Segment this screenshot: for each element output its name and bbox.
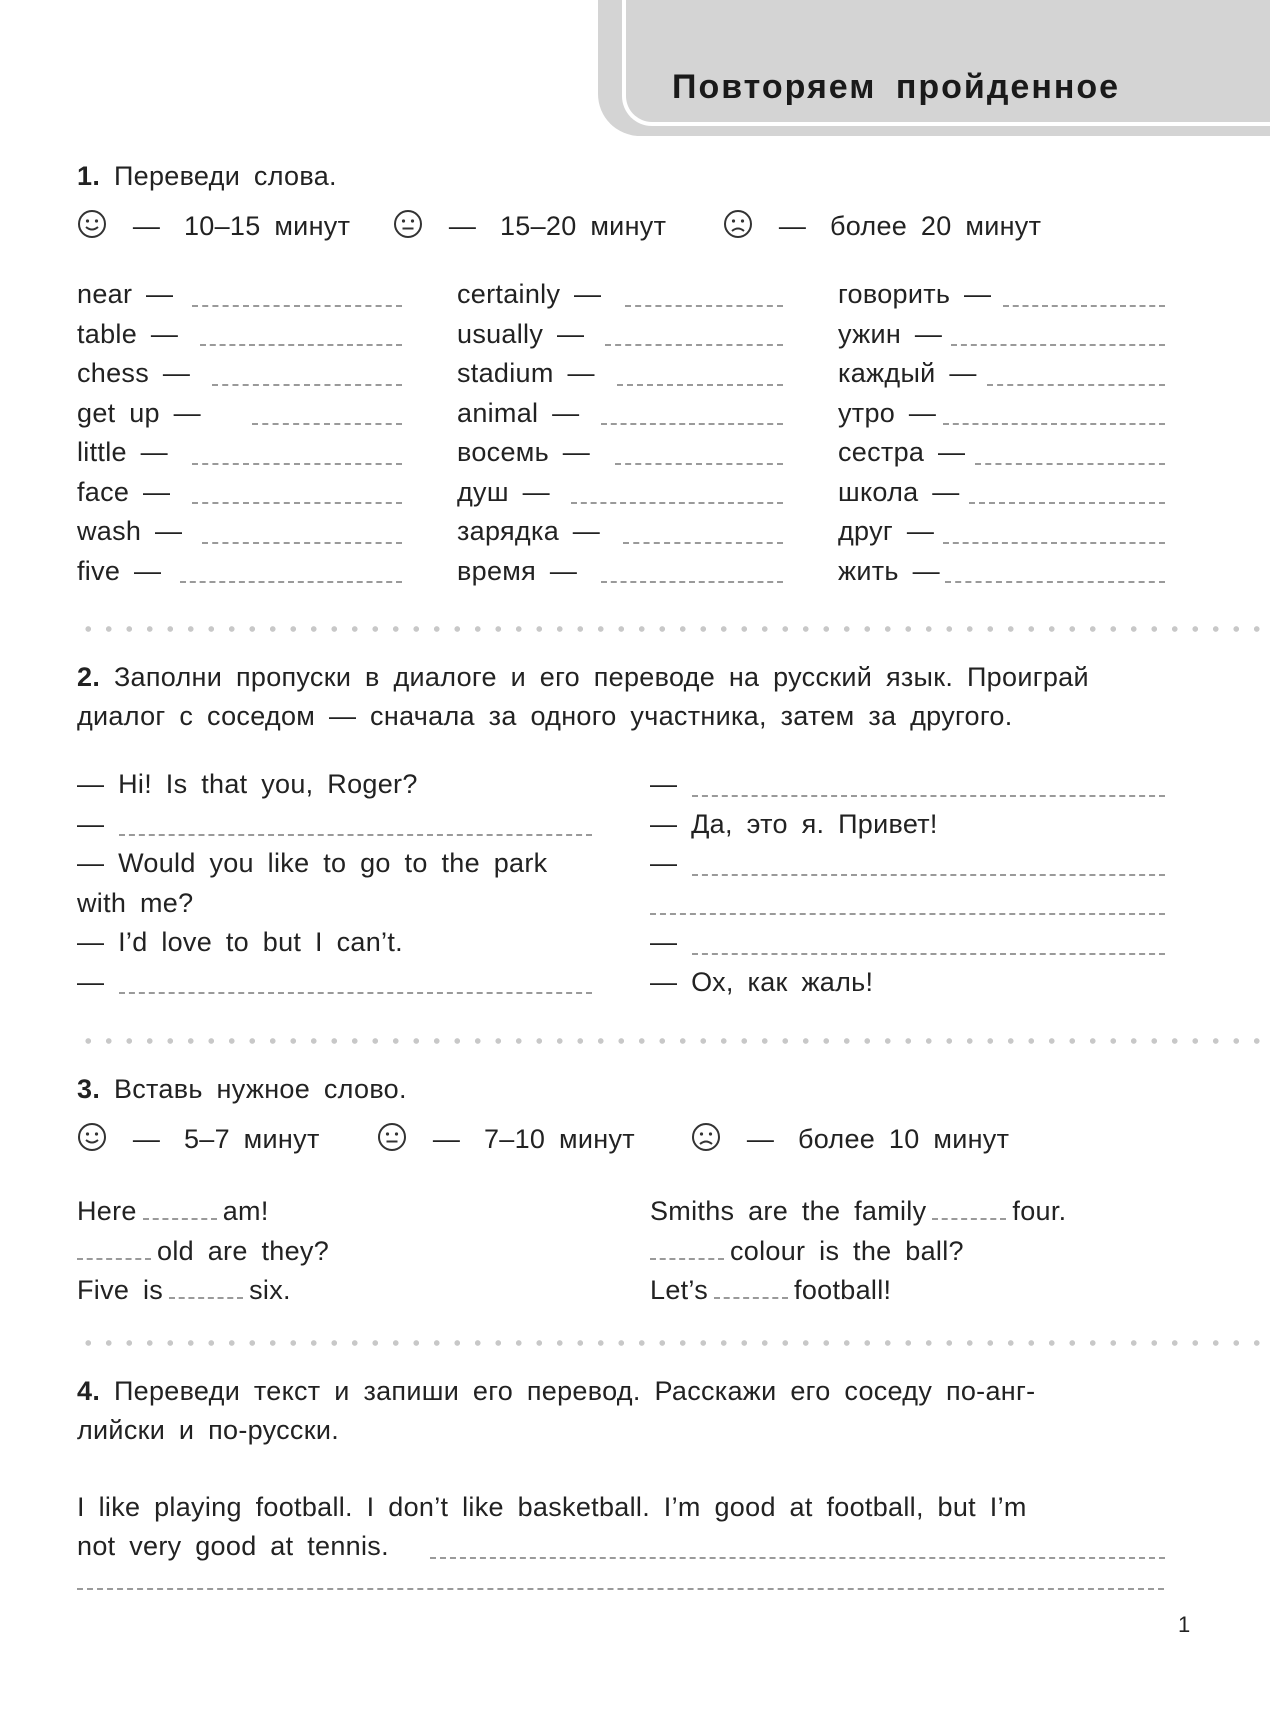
gap-fill-sentence	[650, 1232, 1170, 1272]
sentence-part: Five is	[77, 1275, 164, 1305]
page-title: Повторяем пройденное	[672, 68, 1121, 106]
dialogue-line	[650, 963, 1165, 1003]
dialogue-line	[650, 844, 1165, 884]
answer-blank[interactable]	[143, 1200, 217, 1220]
word: animal —	[457, 397, 580, 428]
word: near —	[77, 279, 174, 309]
word-row	[838, 512, 1165, 552]
text-line: not very good at tennis.	[77, 1531, 389, 1561]
answer-blank[interactable]	[119, 990, 592, 994]
sentence-part: six.	[249, 1275, 291, 1305]
gap-fill-left	[77, 1192, 597, 1311]
word: table —	[77, 318, 179, 349]
dialogue-text: with me?	[77, 887, 194, 918]
answer-blank[interactable]	[943, 540, 1165, 544]
task-instruction: Переведи текст и запиши его перевод. Расскажи его соседу по-анг-	[113, 1376, 1036, 1406]
word: stadium —	[457, 358, 595, 388]
answer-blank[interactable]	[200, 342, 402, 346]
word-row	[457, 473, 783, 513]
em-dash: —	[132, 1123, 161, 1154]
word: certainly —	[457, 279, 602, 309]
word: утро —	[838, 397, 937, 428]
task-instruction-cont: диалог с соседом — сначала за одного участника, затем за другого.	[77, 701, 1013, 731]
answer-blank[interactable]	[650, 911, 1165, 915]
answer-blank[interactable]	[605, 342, 783, 346]
answer-blank[interactable]	[623, 540, 783, 544]
answer-blank[interactable]	[617, 382, 783, 386]
answer-blank[interactable]	[77, 1240, 151, 1260]
dialogue-russian	[650, 765, 1165, 1002]
dialogue-line	[77, 963, 592, 1003]
dialogue-text: — Hi! Is that you, Roger?	[77, 769, 418, 799]
task-3-heading	[77, 1070, 1164, 1109]
answer-blank[interactable]	[969, 500, 1165, 504]
gap-fill-sentence	[650, 1271, 1170, 1311]
sentence-part: Here	[77, 1196, 137, 1226]
word: говорить —	[838, 279, 992, 309]
task-1-timing-2	[393, 209, 666, 246]
task-3-timing	[77, 1122, 320, 1159]
task-1-timing	[77, 209, 350, 246]
answer-blank[interactable]	[975, 461, 1165, 465]
dialogue-text: —	[650, 769, 678, 799]
dialogue-line	[77, 765, 592, 805]
word: chess —	[77, 358, 191, 388]
answer-blank[interactable]	[601, 579, 783, 583]
word: жить —	[838, 555, 940, 586]
word-row	[838, 473, 1165, 513]
word-row	[77, 473, 402, 513]
dotted-separator	[78, 1340, 1270, 1346]
word-row	[838, 354, 1165, 394]
word-row	[838, 275, 1165, 315]
neutral-smiley-icon	[393, 209, 423, 246]
word: школа —	[838, 476, 960, 507]
word: five —	[77, 555, 162, 586]
sad-smiley-icon	[691, 1122, 721, 1159]
dialogue-text: — Ох, как жаль!	[650, 966, 874, 997]
word-row	[838, 433, 1165, 473]
gap-fill-sentence	[650, 1192, 1170, 1232]
dialogue-text: —	[650, 927, 678, 957]
timing-text: более 10 минут	[797, 1123, 1010, 1154]
timing-text: 5–7 минут	[183, 1123, 320, 1154]
happy-smiley-icon	[77, 1122, 107, 1159]
word-row	[457, 275, 783, 315]
sad-smiley-icon	[723, 209, 753, 246]
answer-blank[interactable]	[571, 500, 783, 504]
task-4-heading	[77, 1372, 1164, 1450]
answer-blank[interactable]	[192, 303, 402, 307]
word-row	[77, 394, 402, 434]
word: usually —	[457, 318, 585, 349]
timing-text: 15–20 минут	[499, 210, 667, 241]
word-row	[838, 394, 1165, 434]
sentence-part: colour is the ball?	[730, 1235, 964, 1266]
dotted-separator	[78, 626, 1270, 632]
answer-blank[interactable]	[430, 1555, 1165, 1559]
answer-blank[interactable]	[169, 1279, 243, 1299]
answer-blank[interactable]	[192, 500, 402, 504]
header-tab-inner	[622, 0, 1270, 126]
word-row	[457, 552, 783, 592]
task-1-timing-3	[723, 209, 1041, 246]
answer-blank[interactable]	[650, 1240, 724, 1260]
answer-blank[interactable]	[119, 832, 592, 836]
answer-blank[interactable]	[615, 461, 783, 465]
task-4-text	[77, 1488, 1164, 1567]
answer-blank[interactable]	[601, 421, 783, 425]
task-2-heading	[77, 658, 1164, 736]
answer-blank[interactable]	[692, 793, 1165, 797]
dialogue-line	[650, 805, 1165, 845]
dialogue-line	[77, 884, 592, 924]
word: сестра —	[838, 437, 966, 467]
gap-fill-sentence	[77, 1192, 597, 1232]
dotted-separator	[78, 1038, 1270, 1044]
answer-blank[interactable]	[1003, 303, 1165, 307]
word-row	[457, 512, 783, 552]
timing-text: более 20 минут	[829, 210, 1042, 241]
sentence-part: Smiths are the family	[650, 1196, 927, 1226]
neutral-smiley-icon	[377, 1122, 407, 1159]
dialogue-line	[650, 923, 1165, 963]
task-number: 4.	[77, 1376, 101, 1406]
word: little —	[77, 437, 168, 467]
em-dash: —	[746, 1123, 775, 1154]
word-row	[457, 433, 783, 473]
task-3-timing-2	[377, 1122, 635, 1159]
word-row	[838, 315, 1165, 355]
em-dash: —	[778, 210, 807, 241]
word-row	[77, 512, 402, 552]
timing-text: 10–15 минут	[183, 210, 351, 241]
task-instruction: Заполни пропуски в диалоге и его переводе на русский язык. Проиграй	[113, 662, 1089, 692]
word-row	[77, 433, 402, 473]
word-row	[77, 315, 402, 355]
dialogue-english	[77, 765, 592, 1002]
dialogue-text: — Would you like to go to the park	[77, 848, 548, 878]
dialogue-text: — Да, это я. Привет!	[650, 808, 938, 839]
task-number: 3.	[77, 1074, 101, 1104]
word: wash —	[77, 516, 183, 546]
task-1-heading	[77, 157, 1164, 196]
answer-blank[interactable]	[625, 303, 783, 307]
word: восемь —	[457, 437, 591, 467]
page-number: 1	[1178, 1612, 1191, 1637]
em-dash: —	[432, 1123, 461, 1154]
task-3-timing-3	[691, 1122, 1009, 1159]
text-line-with-blank	[77, 1527, 1164, 1567]
dialogue-line	[77, 923, 592, 963]
word: face —	[77, 476, 171, 507]
dialogue-line	[77, 805, 592, 845]
dialogue-text: —	[77, 808, 105, 839]
dialogue-line	[77, 844, 592, 884]
word: друг —	[838, 516, 935, 546]
word-row	[77, 552, 402, 592]
task-instruction-cont: лийски и по-русски.	[77, 1415, 340, 1445]
dialogue-line	[650, 884, 1165, 924]
sentence-part: football!	[794, 1275, 892, 1305]
dialogue-text: — I’d love to but I can’t.	[77, 927, 403, 957]
sentence-part: am!	[222, 1196, 269, 1226]
word-row	[457, 315, 783, 355]
word-row	[457, 394, 783, 434]
task-instruction: Вставь нужное слово.	[113, 1074, 407, 1104]
sentence-part: four.	[1012, 1196, 1067, 1226]
task-number: 1.	[77, 161, 101, 191]
answer-blank[interactable]	[202, 540, 402, 544]
word-row	[457, 354, 783, 394]
word-column-1	[77, 275, 402, 591]
dialogue-text: —	[650, 848, 678, 878]
word: зарядка —	[457, 516, 601, 546]
answer-blank[interactable]	[692, 951, 1165, 955]
word: каждый —	[838, 358, 977, 388]
answer-blank[interactable]	[932, 1200, 1006, 1220]
answer-blank[interactable]	[212, 382, 402, 386]
word-row	[77, 354, 402, 394]
answer-blank[interactable]	[987, 382, 1165, 386]
answer-blank[interactable]	[252, 421, 402, 425]
answer-blank[interactable]	[77, 1588, 1164, 1590]
dialogue-line	[650, 765, 1165, 805]
sentence-part: Let’s	[650, 1275, 709, 1305]
timing-text: 7–10 минут	[483, 1123, 635, 1154]
word-column-3	[838, 275, 1165, 591]
sentence-part: old are they?	[157, 1235, 330, 1266]
gap-fill-right	[650, 1192, 1170, 1311]
word-column-2	[457, 275, 783, 591]
em-dash: —	[132, 210, 161, 241]
word: get up —	[77, 397, 201, 428]
answer-blank[interactable]	[714, 1279, 788, 1299]
happy-smiley-icon	[77, 209, 107, 246]
word: время —	[457, 555, 578, 586]
em-dash: —	[448, 210, 477, 241]
word: душ —	[457, 476, 550, 507]
word-row	[838, 552, 1165, 592]
answer-blank[interactable]	[951, 342, 1165, 346]
text-line: I like playing football. I don’t like basketball. I’m good at football, but I’m	[77, 1492, 1027, 1522]
answer-blank[interactable]	[192, 461, 402, 465]
answer-blank[interactable]	[692, 872, 1165, 876]
dialogue-text: —	[77, 966, 105, 997]
answer-blank[interactable]	[943, 421, 1165, 425]
task-instruction: Переведи слова.	[113, 161, 337, 191]
word-row	[77, 275, 402, 315]
answer-blank[interactable]	[180, 579, 402, 583]
word: ужин —	[838, 318, 943, 349]
gap-fill-sentence	[77, 1232, 597, 1272]
gap-fill-sentence	[77, 1271, 597, 1311]
answer-blank[interactable]	[945, 579, 1165, 583]
task-number: 2.	[77, 662, 101, 692]
